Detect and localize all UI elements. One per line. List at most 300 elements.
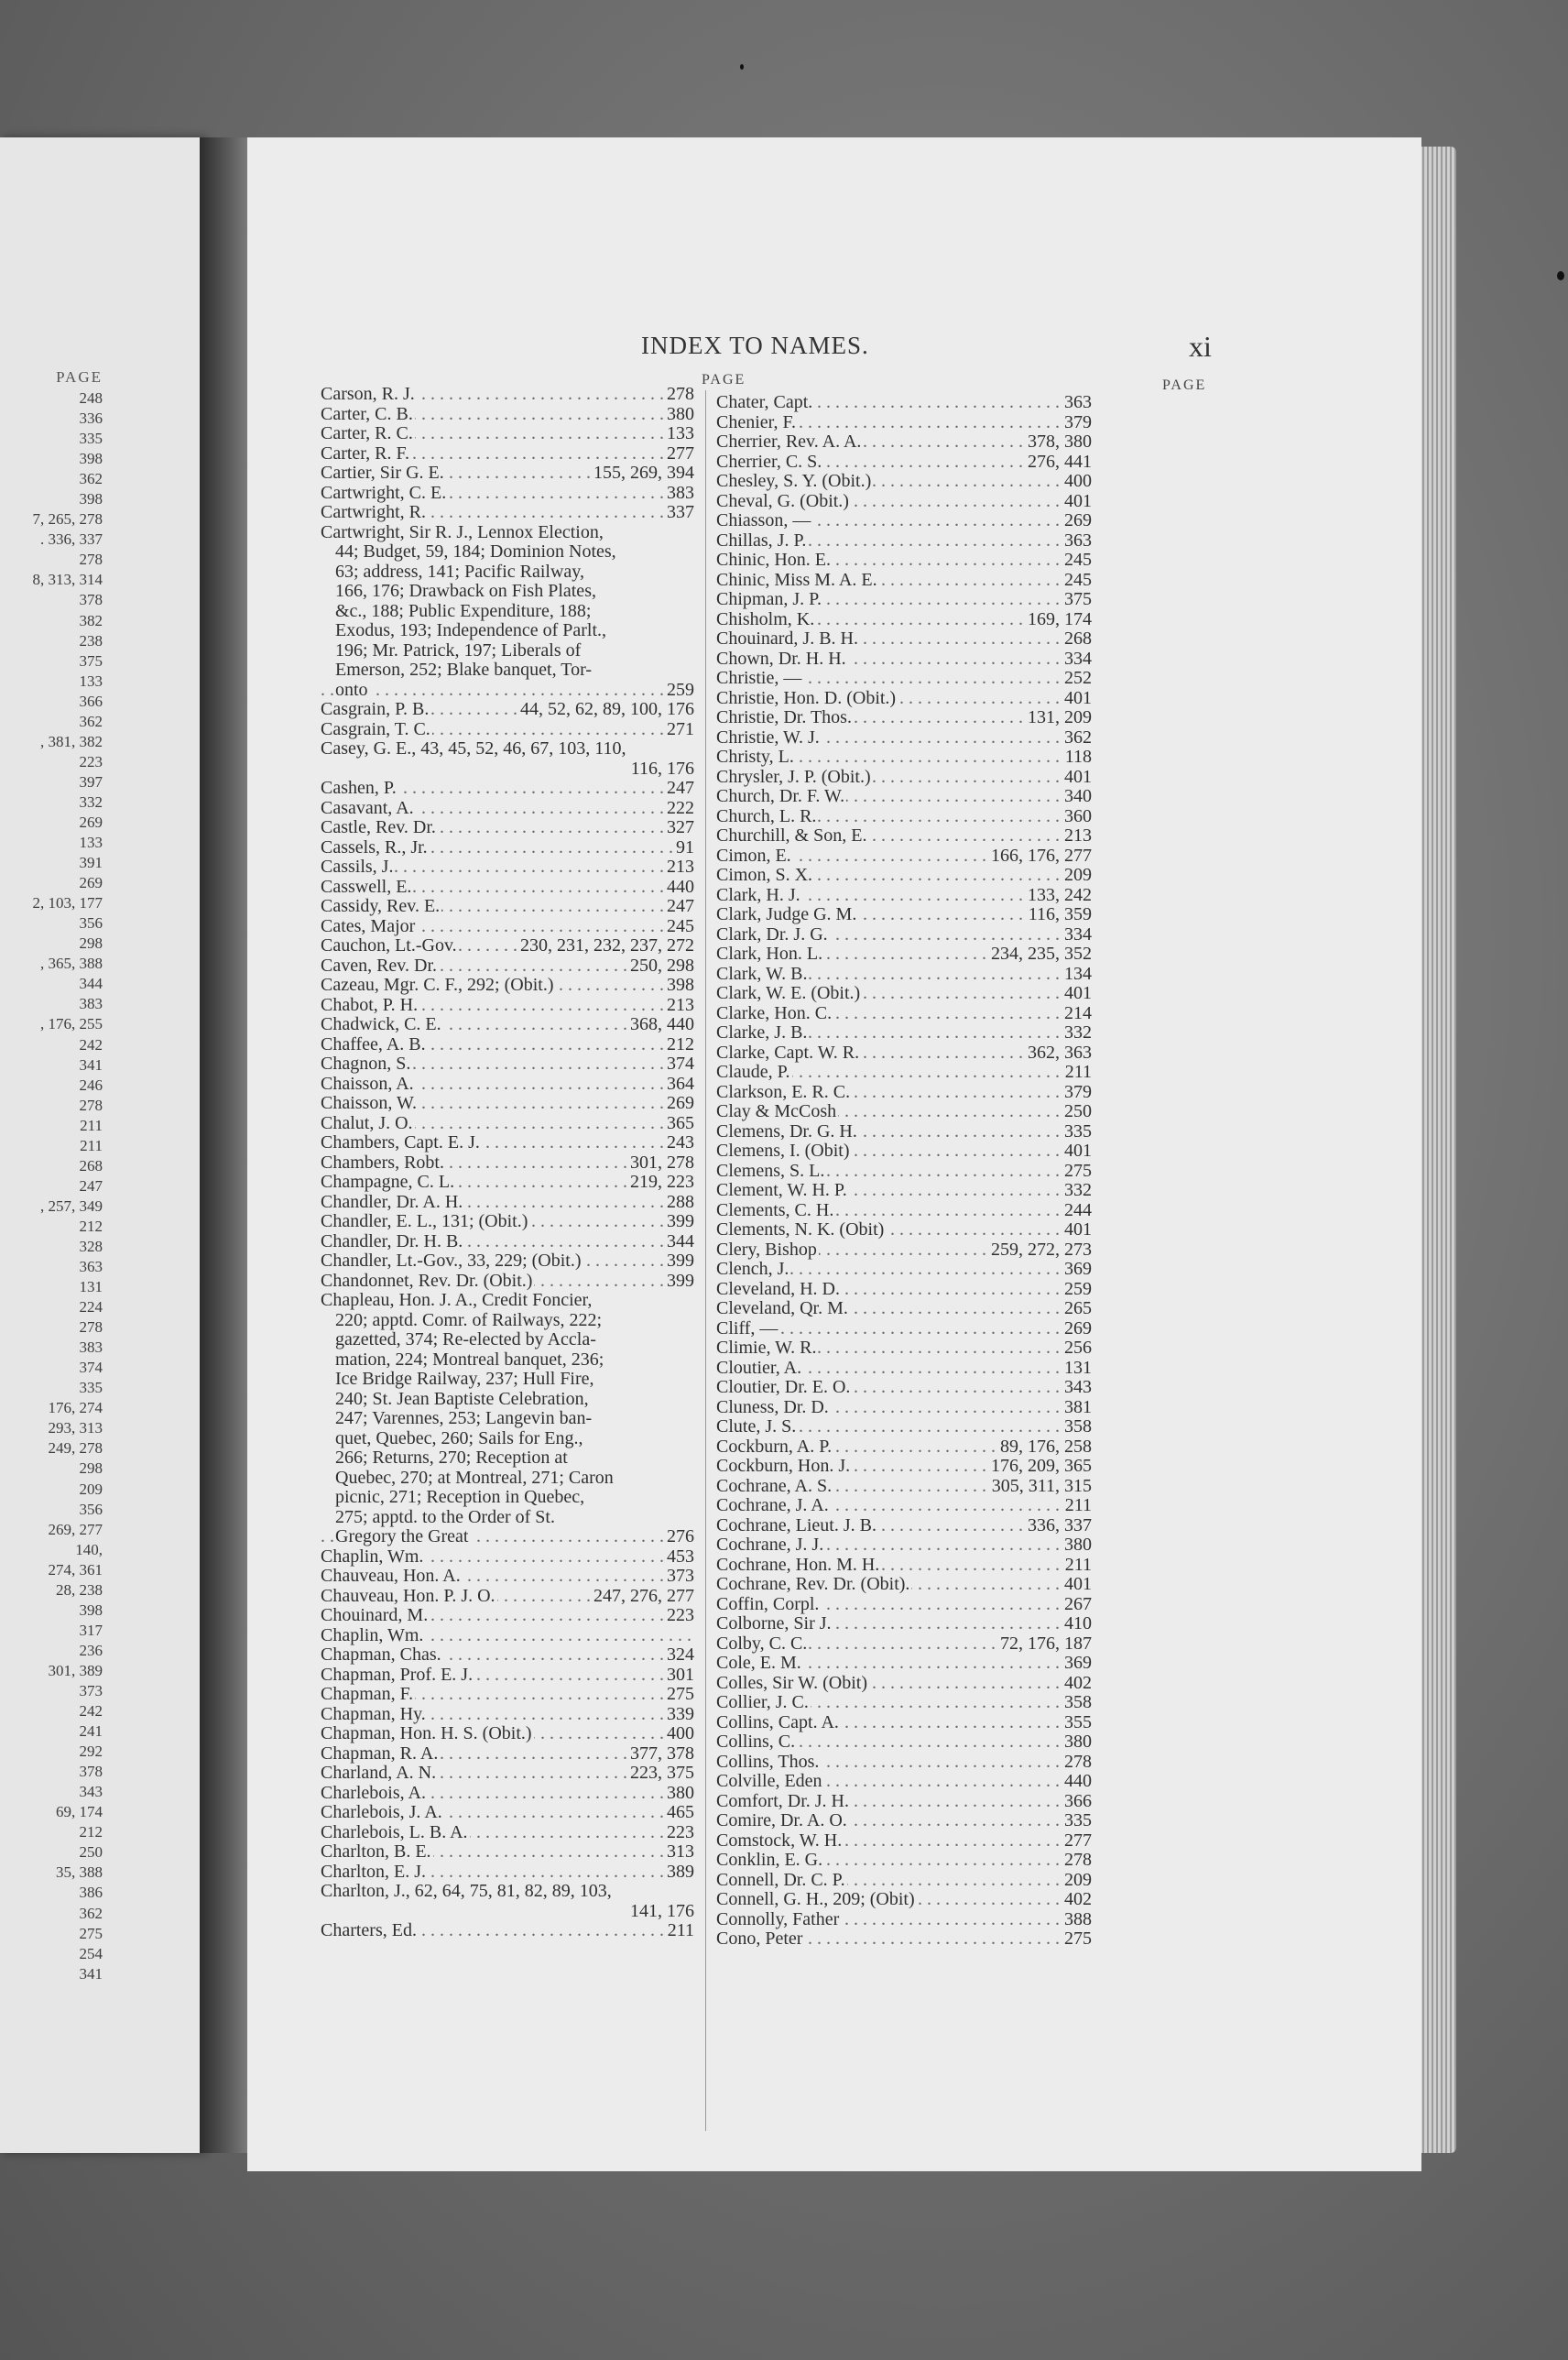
index-entry (716, 1398, 1092, 1418)
index-entry (716, 807, 1092, 827)
entry-pages: 259 (1064, 1279, 1092, 1299)
index-entry (321, 1390, 694, 1410)
index-entry (321, 1527, 694, 1547)
index-entry (321, 1035, 694, 1055)
entry-name: Cassils, J. (321, 858, 394, 877)
entry-pages: 214 (1064, 1003, 1092, 1023)
index-entry (321, 1173, 694, 1193)
index-entry (716, 669, 1092, 689)
entry-name: Charlton, J., 62, 64, 75, 81, 82, 89, 103, (321, 1882, 612, 1901)
entry-pages: 209 (1064, 866, 1092, 885)
index-entry (321, 1764, 694, 1784)
entry-name: Chown, Dr. H. H. (716, 649, 846, 669)
index-entry (716, 1516, 1092, 1536)
entry-name: Comfort, Dr. J. H. (716, 1791, 849, 1811)
entry-name (321, 1902, 322, 1921)
entry-pages: 401 (1064, 1575, 1092, 1594)
left-page-ref: 344 (79, 975, 103, 993)
entry-pages: 373 (667, 1567, 694, 1586)
left-page-ref: 335 (79, 1379, 103, 1397)
entry-name: Christie, Dr. Thos. (716, 708, 852, 727)
left-page-ref: 269, 277 (48, 1520, 103, 1538)
entry-name: Cono, Peter (716, 1929, 803, 1949)
index-entry (321, 602, 694, 622)
index-entry (716, 1063, 1092, 1083)
index-entry (321, 1567, 694, 1587)
entry-pages: 400 (1064, 472, 1092, 491)
entry-name: Exodus, 193; Independence of Parlt., (335, 621, 607, 640)
left-page-ref: 398 (79, 1601, 103, 1619)
index-entry (716, 1811, 1092, 1831)
index-entry (716, 1634, 1092, 1655)
entry-pages: 133 (667, 424, 694, 443)
entry-name: Chapman, Prof. E. J. (321, 1665, 474, 1685)
entry-name: Cazeau, Mgr. C. F., 292; (Obit.) (321, 976, 554, 995)
entry-name: Cherrier, C. S. (716, 452, 822, 472)
left-page-ref: 248 (79, 389, 103, 407)
index-entry (716, 1102, 1092, 1122)
index-entry (716, 1556, 1092, 1576)
index-entry (321, 1547, 694, 1568)
entry-pages: 358 (1064, 1417, 1092, 1437)
entry-name: Colville, Eden (716, 1772, 822, 1791)
entry-name: 266; Returns, 270; Reception at (335, 1448, 568, 1468)
entry-name: Cartwright, C. E. (321, 483, 447, 503)
index-entry (716, 1181, 1092, 1201)
entry-name: Cashen, P. (321, 779, 397, 798)
entry-pages: 118 (1064, 748, 1092, 767)
index-entry (716, 650, 1092, 670)
left-page-ref: 382 (79, 611, 103, 629)
left-page-ref: 212 (79, 1823, 103, 1841)
entry-name: Charlton, B. E. (321, 1842, 431, 1862)
entry-pages: 133, 242 (1028, 885, 1092, 905)
entry-name: Emerson, 252; Blake banquet, Tor- (335, 661, 592, 680)
entry-pages: 399 (667, 1271, 694, 1291)
index-entry (321, 1291, 694, 1311)
entry-name: 166, 176; Drawback on Fish Plates, (335, 582, 596, 601)
entry-pages: 275 (1064, 1161, 1092, 1181)
entry-pages: 465 (667, 1803, 694, 1822)
index-entry (321, 1882, 694, 1902)
entry-pages: 141, 176 (630, 1901, 694, 1921)
entry-name: Cherrier, Rev. A. A. (716, 432, 862, 452)
entry-name: picnic, 271; Reception in Quebec, (335, 1488, 585, 1507)
index-entry (321, 385, 694, 405)
index-entry (321, 1921, 694, 1941)
index-entry (321, 1863, 694, 1883)
left-page-ref: 398 (79, 450, 103, 468)
entry-pages: 244 (1064, 1200, 1092, 1220)
left-page-column-label: PAGE (56, 368, 103, 386)
left-page-ref: 224 (79, 1298, 103, 1317)
index-entry (321, 936, 694, 956)
left-page-ref: 28, 238 (56, 1580, 103, 1599)
index-entry (716, 708, 1092, 728)
entry-pages: 277 (1064, 1830, 1092, 1851)
entry-pages: 381 (1064, 1397, 1092, 1417)
page-number: xi (1189, 330, 1212, 363)
entry-pages: 275 (1064, 1929, 1092, 1949)
left-page-ref: 341 (79, 1055, 103, 1074)
left-page-ref: 275 (79, 1924, 103, 1942)
entry-pages: 234, 235, 352 (991, 945, 1092, 964)
entry-name: Cockburn, Hon. J. (716, 1457, 851, 1476)
index-entry (321, 700, 694, 720)
entry-pages: 334 (1064, 649, 1092, 669)
entry-pages: 377, 378 (630, 1743, 694, 1764)
left-page-ref: 292 (79, 1743, 103, 1761)
entry-name: Cartier, Sir G. E. (321, 464, 444, 483)
index-entry (716, 1772, 1092, 1792)
index-entry (716, 1535, 1092, 1556)
entry-pages: 245 (1064, 570, 1092, 590)
entry-name: Cole, E. M. (716, 1654, 801, 1673)
entry-pages: 374 (667, 1054, 694, 1074)
entry-name: mation, 224; Montreal banquet, 236; (335, 1349, 604, 1370)
entry-name: Casavant, A. (321, 798, 414, 818)
index-entry (321, 1469, 694, 1489)
index-entry (321, 720, 694, 740)
entry-name: onto (335, 680, 368, 700)
entry-pages: 334 (1064, 924, 1092, 945)
entry-name: Carter, R. C. (321, 424, 413, 443)
index-entry (321, 1784, 694, 1804)
entry-name: Chapman, R. A. (321, 1743, 439, 1764)
index-entry (716, 866, 1092, 886)
index-entry (716, 945, 1092, 965)
left-page-ref: 278 (79, 551, 103, 569)
entry-pages: 275 (667, 1685, 694, 1704)
entry-name: Climie, W. R. (716, 1338, 817, 1358)
index-entry (716, 1220, 1092, 1240)
entry-pages: 336, 337 (1028, 1515, 1092, 1535)
entry-pages: 378, 380 (1028, 432, 1092, 452)
left-page (0, 137, 203, 2153)
entry-pages: 375 (1064, 590, 1092, 609)
entry-name: Chandonnet, Rev. Dr. (Obit.) (321, 1271, 533, 1291)
index-entry (321, 838, 694, 858)
left-page-ref: 362 (79, 712, 103, 730)
left-page-ref: 397 (79, 772, 103, 791)
left-page-ref: 362 (79, 1904, 103, 1922)
index-entry (716, 905, 1092, 925)
left-page-ref: 2, 103, 177 (32, 894, 103, 912)
entry-name: Chambers, Robt. (321, 1153, 444, 1173)
entry-name: Church, Dr. F. W. (716, 787, 845, 806)
index-entry (321, 621, 694, 641)
entry-name: Chouinard, M. (321, 1606, 429, 1625)
left-page-ref: 268 (79, 1156, 103, 1175)
entry-name: Chandler, E. L., 131; (Obit.) (321, 1212, 528, 1231)
index-entry (716, 1457, 1092, 1477)
index-entry (321, 1606, 694, 1626)
column1-page-label: PAGE (702, 372, 746, 388)
left-page-ref: 133 (79, 672, 103, 690)
left-page-ref: 301, 389 (48, 1661, 103, 1679)
entry-pages: 313 (667, 1842, 694, 1862)
index-entry (716, 1142, 1092, 1162)
entry-name: 275; apptd. to the Order of St. (335, 1507, 555, 1527)
entry-name: Collins, C. (716, 1732, 796, 1752)
left-page-ref: 343 (79, 1783, 103, 1801)
left-page-ref: 241 (79, 1722, 103, 1741)
entry-pages: 268 (1064, 629, 1092, 649)
entry-name: 247; Varennes, 253; Langevin ban- (335, 1409, 593, 1428)
dust-speck (740, 64, 744, 70)
index-entry (321, 1744, 694, 1765)
entry-name: Charlebois, A. (321, 1783, 426, 1803)
index-entry (321, 1842, 694, 1863)
entry-pages: 401 (1064, 767, 1092, 787)
entry-pages: 388 (1064, 1909, 1092, 1929)
entry-pages: 324 (667, 1645, 694, 1665)
entry-name: Chandler, Dr. H. B. (321, 1231, 463, 1251)
entry-pages: 131, 209 (1028, 708, 1092, 727)
index-entry (321, 878, 694, 898)
entry-name: Clements, N. K. (Obit) (716, 1220, 885, 1240)
index-entry (716, 1319, 1092, 1339)
index-entry (716, 1713, 1092, 1733)
index-entry (321, 563, 694, 583)
entry-name: Chaplin, Wm. (321, 1546, 424, 1567)
index-entry (716, 1299, 1092, 1319)
left-page-ref: 356 (79, 914, 103, 933)
entry-name: Casswell, E. (321, 877, 412, 897)
left-page-ref: 242 (79, 1035, 103, 1054)
entry-name: Clark, H. J. (716, 885, 800, 905)
left-page-ref: 378 (79, 591, 103, 609)
index-entry (321, 1803, 694, 1823)
index-entry (321, 1724, 694, 1744)
entry-name: Charters, Ed. (321, 1921, 417, 1940)
left-page-ref: 298 (79, 934, 103, 953)
entry-name: Colles, Sir W. (Obit) (716, 1673, 868, 1693)
entry-pages: 305, 311, 315 (991, 1476, 1092, 1496)
index-entry (716, 472, 1092, 492)
entry-pages: 91 (676, 837, 694, 858)
index-entry (716, 965, 1092, 985)
left-page-ref: 374 (79, 1359, 103, 1377)
left-page-ref: 238 (79, 631, 103, 650)
index-entry (321, 582, 694, 602)
index-entry (321, 1666, 694, 1686)
left-page-ref: 269 (79, 813, 103, 831)
index-entry (716, 1004, 1092, 1024)
entry-pages: 400 (667, 1724, 694, 1743)
left-page-ref: 363 (79, 1258, 103, 1276)
entry-pages: 358 (1064, 1693, 1092, 1712)
index-entry (716, 787, 1092, 807)
left-page-ref: 362 (79, 470, 103, 488)
index-entry (321, 1508, 694, 1528)
index-entry (321, 681, 694, 701)
index-entry (716, 1280, 1092, 1300)
entry-name: Chaplin, Wm. (321, 1625, 424, 1645)
entry-pages: 401 (1064, 688, 1092, 708)
entry-name: Conklin, E. G. (716, 1851, 823, 1870)
entry-pages: 335 (1064, 1121, 1092, 1142)
entry-name: Comire, Dr. A. O. (716, 1811, 847, 1830)
entry-pages: 212 (667, 1034, 694, 1054)
entry-name: Coffin, Corpl. (716, 1594, 820, 1614)
index-entry (716, 768, 1092, 788)
left-page-ref: 391 (79, 854, 103, 872)
index-entry (321, 818, 694, 838)
entry-pages: 440 (667, 877, 694, 897)
entry-pages: 269 (1064, 511, 1092, 530)
index-entry (321, 405, 694, 425)
left-page-ref: 209 (79, 1480, 103, 1498)
entry-pages: 365 (667, 1113, 694, 1133)
entry-name: Chapman, Hon. H. S. (Obit.) (321, 1724, 532, 1743)
entry-name: Clement, W. H. P. (716, 1181, 847, 1200)
column2-page-label: PAGE (1162, 377, 1207, 393)
running-head: INDEX TO NAMES. (641, 332, 869, 359)
entry-name: Chinic, Miss M. A. E. (716, 570, 877, 590)
index-entry (716, 984, 1092, 1004)
entry-pages: 363 (1064, 530, 1092, 551)
index-entry (716, 1851, 1092, 1871)
index-entry (716, 1792, 1092, 1812)
index-entry (321, 779, 694, 799)
entry-pages: 245 (667, 916, 694, 936)
index-entry (716, 629, 1092, 650)
entry-pages: 401 (1064, 1142, 1092, 1161)
entry-name: Chabot, P. H. (321, 995, 419, 1015)
entry-name: Church, L. R. (716, 806, 817, 826)
entry-name: Carson, R. J. (321, 385, 415, 404)
entry-name: Chiasson, — (716, 511, 811, 530)
entry-pages: 402 (1064, 1673, 1092, 1693)
entry-pages: 380 (667, 404, 694, 424)
index-entry (321, 1232, 694, 1252)
entry-pages: 389 (667, 1862, 694, 1882)
entry-pages: 278 (1064, 1752, 1092, 1772)
index-entry (716, 1871, 1092, 1891)
left-page-ref: 236 (79, 1641, 103, 1659)
left-page-ref: 317 (79, 1621, 103, 1639)
left-page-ref: 131 (79, 1278, 103, 1296)
index-entry (321, 1488, 694, 1508)
entry-name: Cheval, G. (Obit.) (716, 491, 849, 511)
entry-pages: 213 (667, 858, 694, 877)
left-page-ref: 278 (79, 1318, 103, 1337)
entry-pages: 219, 223 (630, 1173, 694, 1192)
entry-name: 240; St. Jean Baptiste Celebration, (335, 1389, 589, 1409)
entry-name: Connell, G. H., 209; (Obit) (716, 1890, 915, 1909)
index-column-1 (321, 385, 694, 1941)
entry-name: Connell, Dr. C. P. (716, 1870, 845, 1890)
entry-pages: 213 (1064, 826, 1092, 846)
index-entry (321, 996, 694, 1016)
index-entry (716, 1654, 1092, 1674)
left-page-ref: 293, 313 (48, 1419, 103, 1437)
entry-name: Clemens, I. (Obit) (716, 1142, 850, 1161)
entry-name: Chauveau, Hon. A. (321, 1567, 461, 1586)
left-page-ref: 69, 174 (56, 1803, 103, 1821)
entry-name: Charlebois, L. B. A. (321, 1822, 468, 1842)
entry-pages: 276, 441 (1028, 452, 1092, 472)
entry-name: Cockburn, A. P. (716, 1437, 833, 1457)
left-page-ref: 336 (79, 410, 103, 428)
entry-name: Clarke, Hon. C. (716, 1003, 833, 1023)
entry-pages: 72, 176, 187 (1000, 1633, 1092, 1654)
entry-name: Cassidy, Rev. E. (321, 897, 441, 916)
index-entry (716, 1753, 1092, 1773)
entry-name: Cartwright, Sir R. J., Lennox Election, (321, 522, 604, 542)
entry-pages: 301 (667, 1665, 694, 1685)
entry-pages: 211 (1064, 1063, 1092, 1082)
left-page-ref: . 336, 337 (40, 530, 103, 549)
entry-name: Chambers, Capt. E. J. (321, 1133, 480, 1153)
entry-name: Clark, Hon. L. (716, 945, 823, 964)
entry-name: Clark, W. B. (716, 964, 808, 984)
index-entry (321, 1094, 694, 1114)
entry-pages: 259 (667, 680, 694, 700)
index-entry (321, 917, 694, 937)
index-entry (716, 1575, 1092, 1595)
index-entry (321, 484, 694, 504)
entry-name: Chenier, F. (716, 412, 797, 432)
entry-pages: 267 (1064, 1594, 1092, 1614)
entry-name: Cartwright, R. (321, 503, 426, 522)
entry-name: Clarkson, E. R. C. (716, 1082, 851, 1102)
index-entry (321, 1902, 694, 1922)
entry-name: Chadwick, C. E. (321, 1015, 441, 1034)
index-entry (716, 847, 1092, 867)
entry-name: Cleveland, Qr. M. (716, 1299, 848, 1318)
entry-pages: 335 (1064, 1811, 1092, 1830)
index-entry (321, 1370, 694, 1390)
entry-name: Chandler, Lt.-Gov., 33, 229; (Obit.) (321, 1251, 582, 1271)
index-entry (321, 444, 694, 464)
entry-pages: 247 (667, 779, 694, 798)
entry-name: Chaisson, W. (321, 1094, 418, 1113)
entry-name: Chagnon, S. (321, 1054, 411, 1074)
index-entry (321, 1272, 694, 1292)
entry-pages: 247, 276, 277 (593, 1586, 694, 1606)
left-page-ref: 7, 265, 278 (32, 510, 103, 529)
index-entry (716, 1614, 1092, 1634)
index-entry (321, 1685, 694, 1705)
index-entry (321, 1448, 694, 1469)
entry-pages: 223, 375 (630, 1764, 694, 1783)
entry-name: Chapman, Hy. (321, 1704, 426, 1724)
entry-name: Cochrane, J. A. (716, 1496, 829, 1515)
index-entry (716, 1890, 1092, 1910)
entry-name: Cloutier, Dr. E. O. (716, 1378, 851, 1397)
entry-name: Chandler, Dr. A. H. (321, 1192, 463, 1212)
entry-name: Ice Bridge Railway, 237; Hull Fire, (335, 1370, 594, 1389)
entry-name: Clark, Dr. J. G. (716, 924, 828, 945)
left-page-ref: 356 (79, 1500, 103, 1518)
entry-name: Cleveland, H. D. (716, 1279, 840, 1299)
entry-name: Chillas, J. P. (716, 530, 807, 551)
entry-name: &c., 188; Public Expenditure, 188; (335, 601, 592, 621)
left-page-ref: 249, 278 (48, 1439, 103, 1458)
entry-name: Collier, J. C. (716, 1693, 809, 1712)
entry-pages: 209 (1064, 1870, 1092, 1890)
entry-name: Clench, J. (716, 1260, 789, 1279)
entry-name: Clute, J. S. (716, 1417, 797, 1437)
index-entry (716, 1023, 1092, 1043)
left-page-ref: 269 (79, 874, 103, 892)
entry-name: Chalut, J. O. (321, 1113, 413, 1133)
entry-pages: 368, 440 (630, 1015, 694, 1034)
entry-name: 44; Budget, 59, 184; Dominion Notes, (335, 542, 616, 562)
left-page-ref: 250 (79, 1843, 103, 1862)
